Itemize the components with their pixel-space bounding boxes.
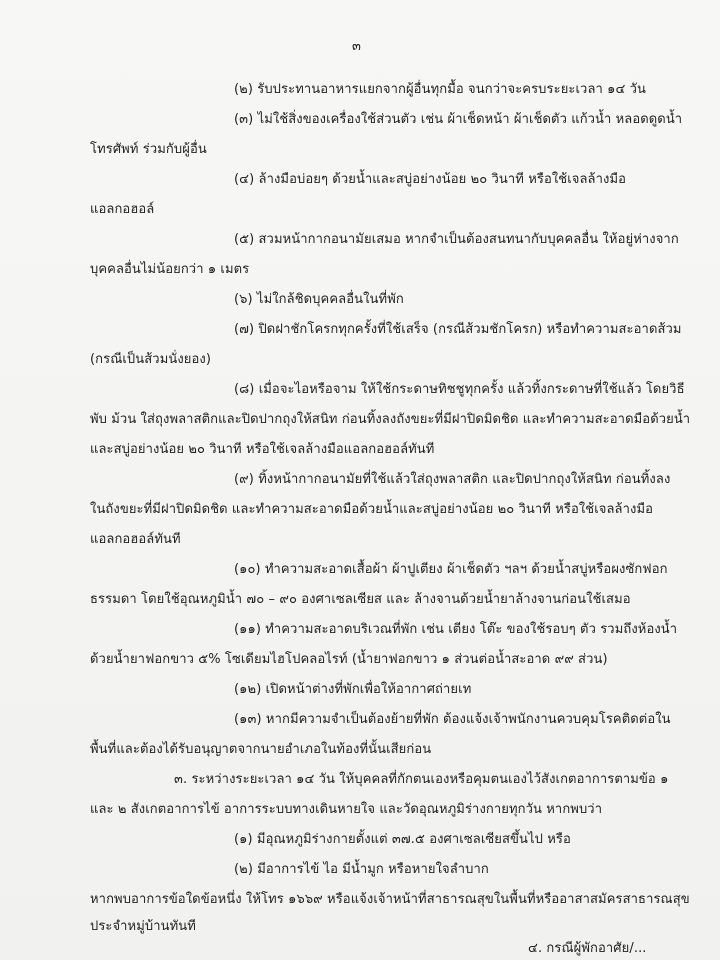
item-13: (๑๓) หากมีความจำเป็นต้องย้ายที่พัก ต้องแจ้งเจ้าพนักงานควบคุมโรคติดต่อใน [234,712,671,727]
item-13-cont: พื้นที่และต้องได้รับอนุญาตจากนายอำเภอในท้องที่นั้นเสียก่อน [90,742,432,757]
item-5-cont: บุคคลอื่นไม่น้อยกว่า ๑ เมตร [90,262,250,277]
item-8: (๘) เมื่อจะไอหรือจาม ให้ใช้กระดาษทิชชูทุกครั้ง แล้วทิ้งกระดาษที่ใช้แล้ว โดยวิธี [234,382,685,397]
section-3-item-1: (๑) มีอุณหภูมิร่างกายตั้งแต่ ๓๗.๕ องศาเซลเซียสขึ้นไป หรือ [234,832,571,847]
item-9-cont-1: ในถังขยะที่มีฝาปิดมิดชิด และทำความสะอาดมือด้วยน้ำและสบู่อย่างน้อย ๒๐ วินาที หรือใช้เจลล้างมือ [90,502,654,517]
page-number: ๓ [352,39,361,54]
item-8-cont-1: พับ ม้วน ใส่ถุงพลาสติกและปิดปากถุงให้สนิท ก่อนทิ้งลงถังขยะที่มีฝาปิดมิดชิด และทำความสะอาดมือด้วยน้ำ [90,412,691,427]
item-2: (๒) รับประทานอาหารแยกจากผู้อื่นทุกมื้อ จนกว่าจะครบระยะเวลา ๑๔ วัน [234,82,647,97]
section-3-item-2: (๒) มีอาการไข้ ไอ มีน้ำมูก หรือหายใจลำบาก [234,862,489,877]
continuation-note: ๔. กรณีผู้พักอาศัย/... [528,941,647,956]
item-7-cont: (กรณีเป็นส้วมนั่งยอง) [90,352,212,367]
item-7: (๗) ปิดฝาชักโครกทุกครั้งที่ใช้เสร็จ (กรณีส้วมชักโครก) หรือทำความสะอาดส้วม [234,322,682,337]
section-3: ๓. ระหว่างระยะเวลา ๑๔ วัน ให้บุคคลที่กักตนเองหรือคุมตนเองไว้สังเกตอาการตามข้อ ๑ [174,772,669,787]
section-3-cont: และ ๒ สังเกตอาการไข้ อาการระบบทางเดินหายใจ และวัดอุณหภูมิร่างกายทุกวัน หากพบว่า [90,802,603,817]
item-4: (๔) ล้างมือบ่อยๆ ด้วยน้ำและสบู่อย่างน้อย ๒๐ วินาที หรือใช้เจลล้างมือ [234,172,627,187]
item-9: (๙) ทิ้งหน้ากากอนามัยที่ใช้แล้วใส่ถุงพลาสติก และปิดปากถุงให้สนิท ก่อนทิ้งลง [234,472,671,487]
item-12: (๑๒) เปิดหน้าต่างที่พักเพื่อให้อากาศถ่ายเท [234,682,472,697]
item-8-cont-2: และสบู่อย่างน้อย ๒๐ วินาที หรือใช้เจลล้างมือแอลกอฮอล์ทันที [90,442,435,457]
item-4-cont: แอลกอฮอล์ [90,202,155,217]
hotline-instruction: หากพบอาการข้อใดข้อหนึ่ง ให้โทร ๑๖๖๙ หรือแจ้งเจ้าหน้าที่สาธารณสุขในพื้นที่หรืออาสาสมัครสาธารณสุข [90,892,690,907]
item-10-cont: ธรรมดา โดยใช้อุณหภูมิน้ำ ๗๐ – ๙๐ องศาเซลเซียส และ ล้างจานด้วยน้ำยาล้างจานก่อนใช้เสมอ [90,592,631,607]
hotline-instruction-cont: ประจำหมู่บ้านทันที [90,919,196,934]
item-3: (๓) ไม่ใช้สิ่งของเครื่องใช้ส่วนตัว เช่น ผ้าเช็ดหน้า ผ้าเช็ดตัว แก้วน้ำ หลอดดูดน้ำ [234,112,683,127]
item-5: (๕) สวมหน้ากากอนามัยเสมอ หากจำเป็นต้องสนทนากับบุคคลอื่น ให้อยู่ห่างจาก [234,232,679,247]
item-6: (๖) ไม่ใกล้ชิดบุคคลอื่นในที่พัก [234,292,404,307]
item-9-cont-2: แอลกอฮอล์ทันที [90,532,181,547]
item-10: (๑๐) ทำความสะอาดเสื้อผ้า ผ้าปูเตียง ผ้าเช็ดตัว ฯลฯ ด้วยน้ำสบู่หรือผงซักฟอก [234,562,668,577]
item-11: (๑๑) ทำความสะอาดบริเวณที่พัก เช่น เตียง โต๊ะ ของใช้รอบๆ ตัว รวมถึงห้องน้ำ [234,622,678,637]
item-11-cont: ด้วยน้ำยาฟอกขาว ๕% โซเดียมไฮโปคลอไรท์ (น้ำยาฟอกขาว ๑ ส่วนต่อน้ำสะอาด ๙๙ ส่วน) [90,652,608,667]
item-3-cont: โทรศัพท์ ร่วมกับผู้อื่น [90,142,207,157]
